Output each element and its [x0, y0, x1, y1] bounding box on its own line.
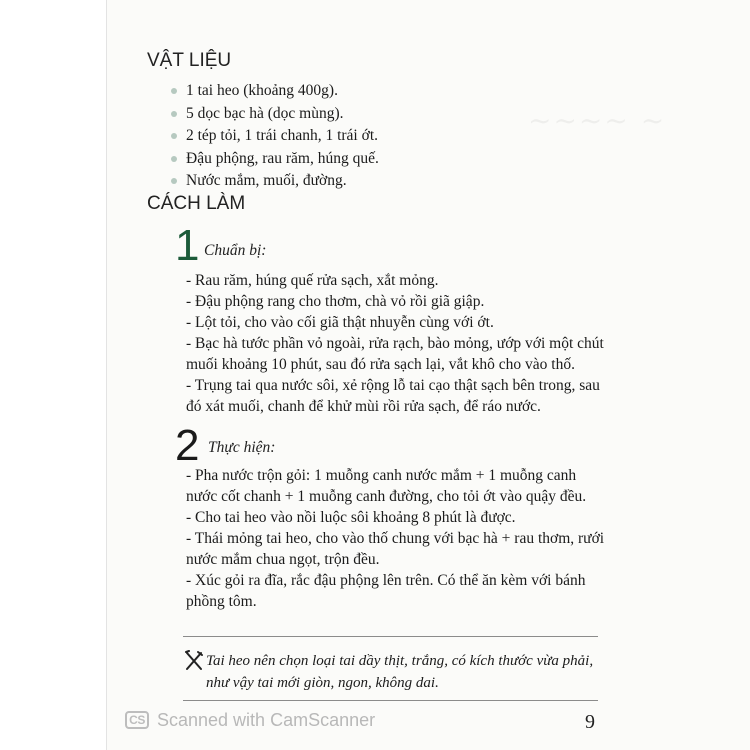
step-line: - Lột tỏi, cho vào cối giã thật nhuyễn cùng với ớt.	[186, 314, 494, 331]
page-gutter	[106, 0, 107, 750]
step-1-number: 1	[175, 221, 200, 270]
step-1-title: Chuẩn bị:	[204, 242, 267, 259]
ingredient-item: Đậu phộng, rau răm, húng quế.	[186, 148, 379, 171]
step-line: - Rau răm, húng quế rửa sạch, xắt mỏng.	[186, 272, 439, 289]
ingredient-item: Nước mắm, muối, đường.	[186, 170, 379, 193]
tip-note	[206, 650, 593, 694]
step-line: - Xúc gỏi ra đĩa, rắc đậu phộng lên trên. Có thể ăn kèm với bánh	[186, 572, 586, 589]
step-line: - Trụng tai qua nước sôi, xẻ rộng lỗ tai cạo thật sạch bên trong, sau	[186, 377, 600, 394]
method-heading: CÁCH LÀM	[147, 193, 246, 214]
bullet-icon	[171, 88, 177, 94]
ingredient-item: 1 tai heo (khoảng 400g).	[186, 80, 379, 103]
camscanner-logo-icon: CS	[125, 711, 149, 729]
step-line: - Đậu phộng rang cho thơm, chà vỏ rồi giã giập.	[186, 293, 485, 310]
step-line: - Bạc hà tước phần vỏ ngoài, rửa rạch, bào mỏng, ướp với một chút	[186, 335, 604, 352]
camscanner-watermark	[125, 708, 375, 732]
ingredients-list	[186, 80, 379, 193]
step-line: - Cho tai heo vào nồi luộc sôi khoảng 8 phút là được.	[186, 509, 516, 526]
step-2-lines	[186, 465, 604, 612]
fork-knife-icon	[184, 650, 204, 672]
step-line: - Pha nước trộn gỏi: 1 muỗng canh nước mắm + 1 muỗng canh	[186, 467, 577, 484]
page-number: 9	[585, 711, 595, 733]
watermark-text: Scanned with CamScanner	[157, 709, 376, 730]
tip-line: Tai heo nên chọn loại tai dầy thịt, trắng, có kích thước vừa phải,	[206, 653, 594, 669]
ingredient-item: 2 tép tỏi, 1 trái chanh, 1 trái ớt.	[186, 125, 379, 148]
ingredient-item: 5 dọc bạc hà (dọc mùng).	[186, 103, 379, 126]
ingredients-heading: VẬT LIỆU	[147, 50, 232, 71]
step-2-number: 2	[175, 421, 200, 470]
show-through-text: ~~~~ ~	[528, 104, 667, 137]
step-2-title: Thực hiện:	[208, 439, 276, 456]
bullet-icon	[171, 111, 177, 117]
tip-line: như vậy tai mới giòn, ngon, không dai.	[206, 675, 439, 691]
tip-top-divider	[183, 636, 598, 637]
step-line: - Thái mỏng tai heo, cho vào thố chung với bạc hà + rau thơm, rưới	[186, 530, 605, 547]
bullet-icon	[171, 178, 177, 184]
tip-bottom-divider	[183, 700, 598, 701]
step-line: nước cốt chanh + 1 muỗng canh đường, cho tỏi ớt vào quậy đều.	[186, 488, 587, 505]
step-line: phồng tôm.	[186, 593, 257, 610]
bullet-icon	[171, 133, 177, 139]
bullet-icon	[171, 156, 177, 162]
step-line: nước mắm chua ngọt, trộn đều.	[186, 551, 380, 568]
step-line: đó xát muối, chanh để khử mùi rồi rửa sạch, để ráo nước.	[186, 398, 541, 415]
step-line: muối khoảng 10 phút, sau đó rửa sạch lại, vắt khô cho vào thố.	[186, 356, 575, 373]
step-1-lines	[186, 270, 604, 417]
